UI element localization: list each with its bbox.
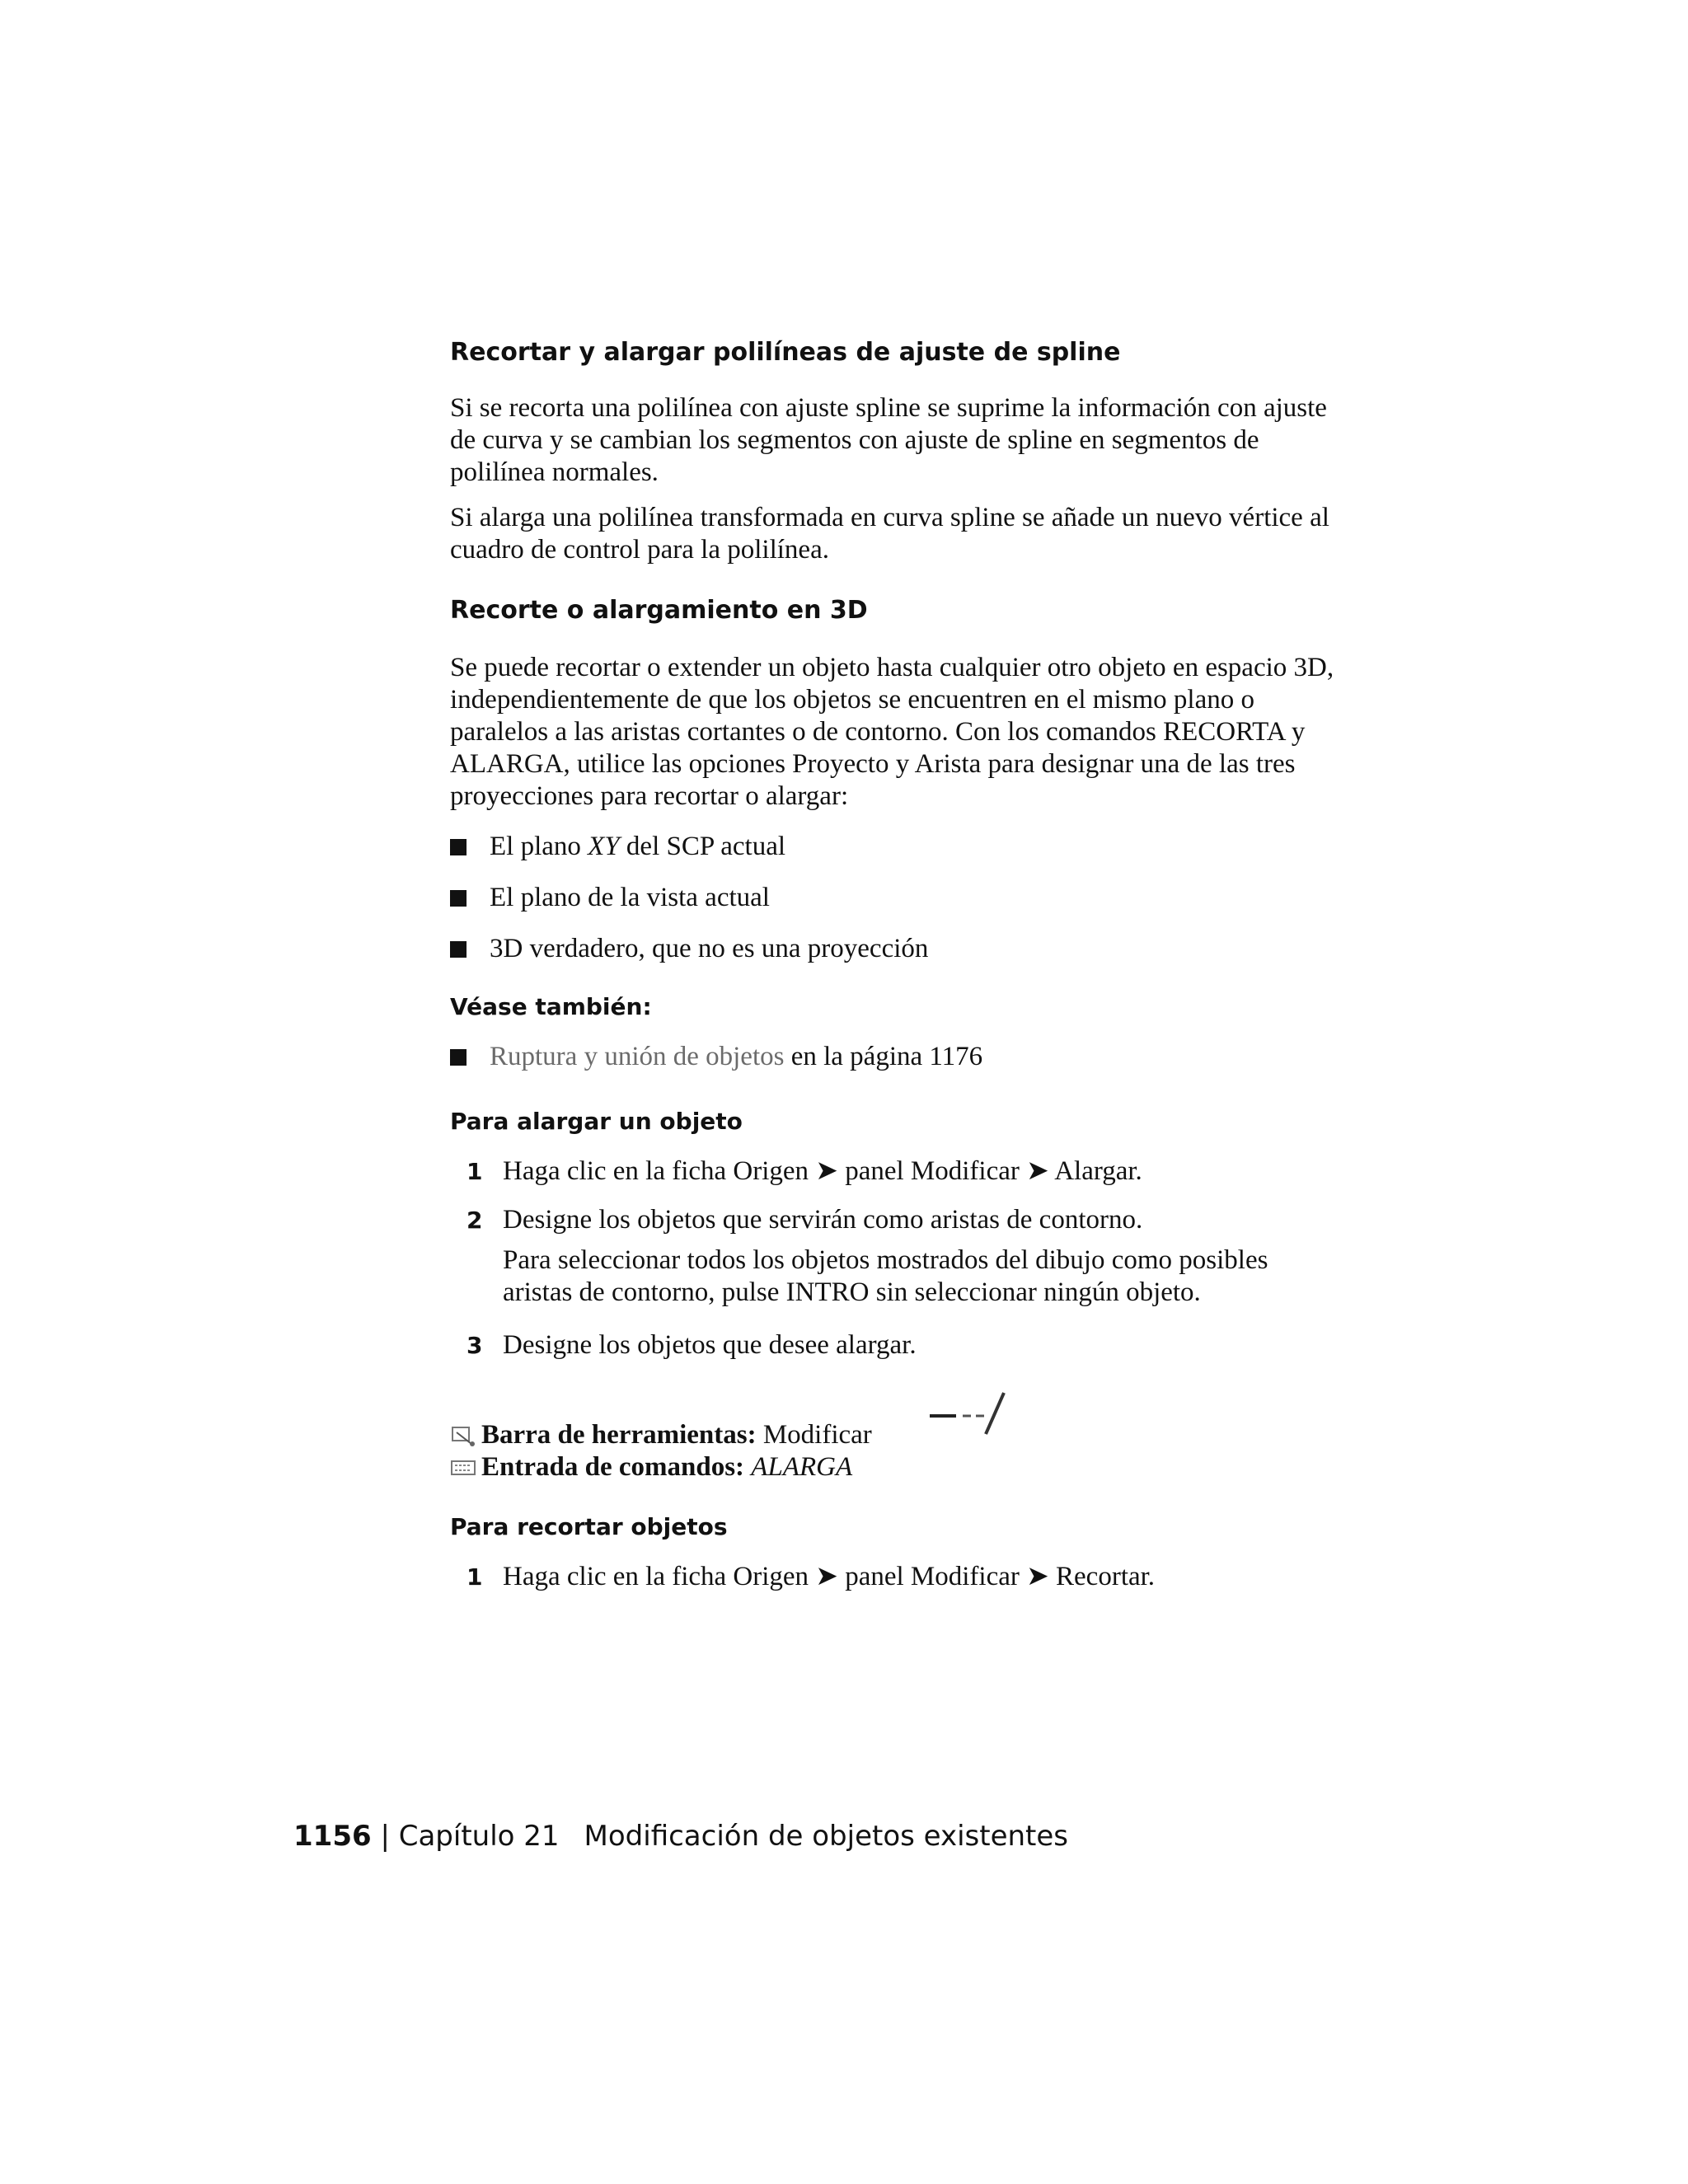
section-heading-3d: Recorte o alargamiento en 3D bbox=[450, 596, 868, 625]
step-item bbox=[467, 1561, 1340, 1593]
command-label: Entrada de comandos: bbox=[481, 1452, 745, 1482]
step-number: 1 bbox=[467, 1563, 483, 1591]
page-content bbox=[450, 336, 1340, 1593]
command-line bbox=[450, 1451, 1340, 1483]
toolbar-label: Barra de herramientas: bbox=[481, 1420, 757, 1450]
list-item bbox=[450, 831, 1340, 863]
step-number: 2 bbox=[467, 1207, 483, 1234]
trim-steps bbox=[450, 1561, 1340, 1593]
step-number: 3 bbox=[467, 1332, 483, 1359]
list-item-text: 3D verdadero, que no es una proyección bbox=[490, 934, 929, 963]
extend-steps bbox=[450, 1155, 1340, 1361]
step-number: 1 bbox=[467, 1158, 483, 1185]
see-also-heading: Véase también: bbox=[450, 993, 652, 1020]
procedure-heading-trim: Para recortar objetos bbox=[450, 1513, 728, 1540]
paragraph-spline-trim: Si se recorta una polilínea con ajuste spline se suprime la información con ajuste de curva y se cambian los segmentos con ajuste de spline en segmentos de polilínea normales. bbox=[450, 393, 1327, 487]
command-value: ALARGA bbox=[751, 1452, 853, 1482]
chapter-title: Modificación de objetos existentes bbox=[584, 1820, 1069, 1853]
step-text: Haga clic en la ficha Origen ➤ panel Modificar ➤ Recortar. bbox=[503, 1562, 1156, 1591]
access-methods bbox=[450, 1419, 1340, 1483]
section-heading-spline: Recortar y alargar polilíneas de ajuste de spline bbox=[450, 338, 1121, 367]
list-item bbox=[450, 1041, 1340, 1073]
list-item bbox=[450, 933, 1340, 965]
bullet-square-icon bbox=[450, 839, 467, 855]
footer-separator: | bbox=[371, 1820, 399, 1853]
list-item-text: El plano XY del SCP actual bbox=[490, 832, 786, 861]
toolbar-line bbox=[450, 1419, 1340, 1451]
step-note: Para seleccionar todos los objetos mostrados del dibujo como posibles aristas de contorno, pulse INTRO sin seleccionar ningún objeto. bbox=[503, 1245, 1268, 1307]
bullet-square-icon bbox=[450, 941, 467, 958]
see-also-suffix: en la página 1176 bbox=[784, 1042, 983, 1071]
extend-tool-icon bbox=[928, 1388, 1010, 1437]
see-also-list bbox=[450, 1041, 1340, 1073]
step-text: Designe los objetos que desee alargar. bbox=[503, 1330, 917, 1360]
toolbar-icon bbox=[450, 1424, 478, 1447]
step-text: Haga clic en la ficha Origen ➤ panel Modificar ➤ Alargar. bbox=[503, 1156, 1142, 1186]
step-item bbox=[467, 1204, 1340, 1309]
page-number: 1156 bbox=[293, 1820, 372, 1853]
keyboard-icon bbox=[450, 1456, 478, 1479]
procedure-heading-extend: Para alargar un objeto bbox=[450, 1108, 743, 1135]
projection-list bbox=[450, 831, 1340, 965]
see-also-link[interactable]: Ruptura y unión de objetos bbox=[490, 1042, 785, 1071]
paragraph-spline-extend: Si alarga una polilínea transformada en curva spline se añade un nuevo vértice al cuadro de control para la polilínea. bbox=[450, 503, 1329, 565]
paragraph-3d: Se puede recortar o extender un objeto hasta cualquier otro objeto en espacio 3D, independientemente de que los objetos se encuentren en el mismo plano o paralelos a las aristas cortantes o de contorno. Con los comandos RECORTA y ALARGA, utilice las opciones Proyecto y Arista para designar una de las tres proyecciones para recortar o alargar: bbox=[450, 653, 1334, 811]
page-footer bbox=[293, 1818, 1068, 1854]
step-text: Designe los objetos que servirán como aristas de contorno. bbox=[503, 1205, 1143, 1235]
step-item bbox=[467, 1155, 1340, 1188]
bullet-square-icon bbox=[450, 890, 467, 907]
list-item bbox=[450, 882, 1340, 914]
chapter-label: Capítulo 21 bbox=[398, 1820, 560, 1853]
step-item bbox=[467, 1329, 1340, 1361]
list-item-text: El plano de la vista actual bbox=[490, 883, 770, 912]
bullet-square-icon bbox=[450, 1049, 467, 1066]
toolbar-value: Modificar bbox=[756, 1420, 872, 1450]
